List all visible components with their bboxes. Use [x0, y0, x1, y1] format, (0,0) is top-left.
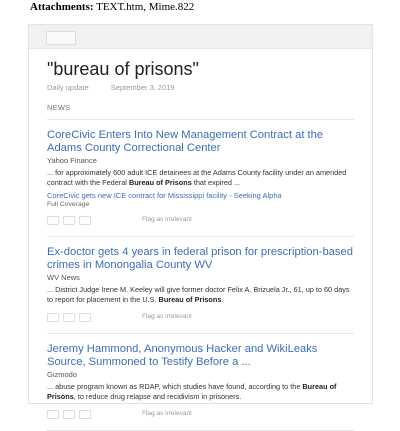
full-coverage-link[interactable]: Full Coverage [47, 201, 90, 208]
share-icon[interactable] [47, 313, 59, 322]
logo-placeholder-icon [46, 31, 76, 45]
share-icon[interactable] [63, 410, 75, 419]
alert-content [29, 58, 372, 431]
snippet-highlight: Bureau of Prisons [128, 178, 192, 187]
share-icon[interactable] [79, 216, 91, 225]
alert-email-card [28, 24, 373, 417]
snippet-highlight: Bureau of Prisons [47, 382, 337, 401]
snippet-text: that expired ... [191, 178, 241, 187]
news-item-title[interactable]: Ex-doctor gets 4 years in federal prison for prescription-based crimes in Monongalia County WV [47, 246, 353, 271]
news-item-snippet [47, 382, 354, 402]
share-icon[interactable] [63, 216, 75, 225]
attachments-label: Attachments: [30, 1, 94, 13]
related-article-link[interactable]: CoreCivic gets new ICE contract for Mississippi facility - Seeking Alpha [47, 191, 282, 200]
flag-irrelevant-link[interactable]: Flag as irrelevant [142, 410, 192, 417]
item-actions [47, 409, 354, 421]
section-heading-news: NEWS [47, 103, 71, 112]
news-item-snippet [47, 168, 354, 188]
attachments-line [30, 0, 194, 14]
attachments-files[interactable]: TEXT.htm, Mime.822 [96, 1, 195, 13]
snippet-highlight: Bureau of Prisons [158, 295, 222, 304]
news-item-snippet [47, 285, 354, 305]
news-item-source: Gizmodo [47, 370, 78, 379]
snippet-text: . [221, 295, 224, 304]
news-item-title[interactable]: CoreCivic Enters Into New Management Contract at the Adams County Correctional Center [47, 129, 324, 154]
snippet-text: ... for approximately 600 adult ICE detainees at the Adams County facility under an amended contract with the Federal [47, 168, 347, 187]
share-icon[interactable] [79, 410, 91, 419]
share-icon[interactable] [63, 313, 75, 322]
news-item-source: Yahoo Finance [47, 156, 97, 165]
snippet-text: ... abuse program known as RDAP, which studies have found, according to the [47, 382, 303, 391]
news-item-title[interactable]: Jeremy Hammond, Anonymous Hacker and WikiLeaks Source, Summoned to Testify Before a ... [47, 343, 318, 368]
flag-irrelevant-link[interactable]: Flag as irrelevant [142, 216, 192, 223]
flag-irrelevant-link[interactable]: Flag as irrelevant [142, 313, 192, 320]
share-icon[interactable] [47, 410, 59, 419]
share-icon[interactable] [47, 216, 59, 225]
alert-frequency: Daily update [47, 83, 89, 92]
news-item [47, 120, 354, 237]
news-item [47, 334, 354, 431]
item-actions [47, 215, 354, 227]
snippet-text: , to reduce drug relapse and recidivism in prisoners. [73, 392, 242, 401]
snippet-text: ... District Judge Irene M. Keeley will give former doctor Felix A. Brizuela Jr., 61, up to 60 days to report for placement in the U.S. [47, 285, 350, 304]
news-item [47, 237, 354, 334]
item-actions [47, 312, 354, 324]
alert-title: "bureau of prisons" [47, 59, 199, 79]
news-item-source: WV News [47, 273, 80, 282]
alert-date: September 3, 2019 [110, 83, 175, 92]
alert-meta [47, 83, 354, 92]
email-header-bar [29, 25, 372, 49]
share-icon[interactable] [79, 313, 91, 322]
